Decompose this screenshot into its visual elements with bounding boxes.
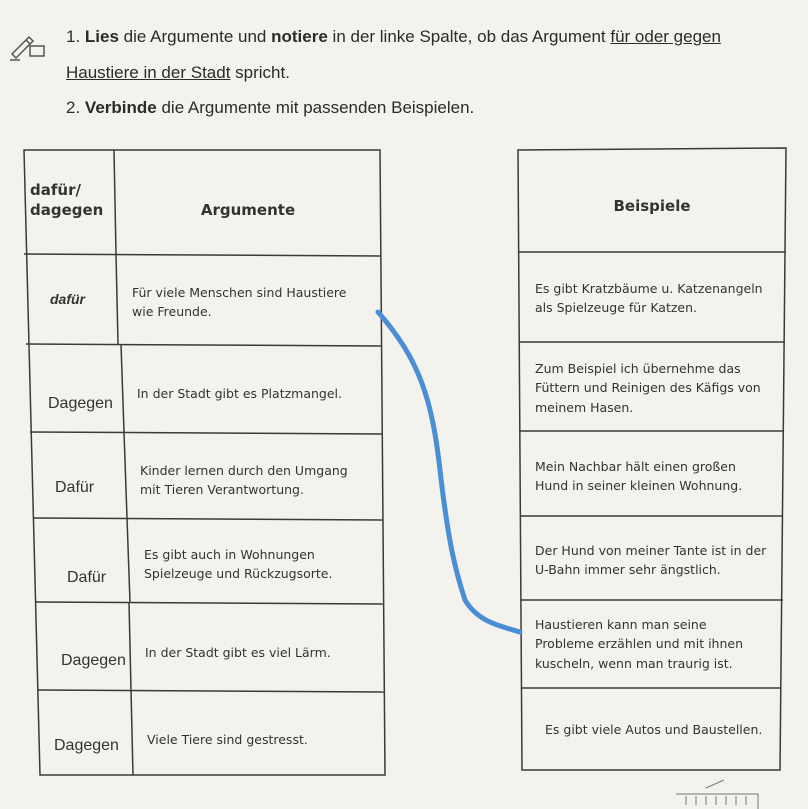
task-1-line-2-underlined: Haustiere in der Stadt (66, 63, 231, 82)
task-2-text: die Argumente mit passenden Beispielen. (156, 98, 475, 117)
task-1-number: 1. (66, 27, 81, 46)
row-4-argument: Es gibt auch in Wohnungen Spielzeuge und Rückzugsorte. (144, 547, 333, 582)
row-1-argument: Für viele Menschen sind Haustiere wie Freunde. (132, 285, 347, 320)
row-2-argument: In der Stadt gibt es Platzmangel. (137, 386, 342, 401)
task-1-line-2-end: spricht. (230, 63, 290, 82)
row-3-argument: Kinder lernen durch den Umgang mit Tieren Verantwortung. (140, 463, 348, 498)
task-2-instruction (66, 97, 474, 119)
row-5-side: Dagegen (61, 652, 126, 669)
task-2-number: 2. (66, 98, 81, 117)
row-2-side: Dagegen (48, 395, 113, 412)
task-1-line-2 (66, 62, 290, 84)
task-1-verb-2: notiere (271, 27, 328, 46)
connector-line (378, 312, 520, 632)
row-3-side: Dafür (55, 479, 95, 496)
task-1-instruction (66, 26, 796, 48)
example-3: Mein Nachbar hält einen großen Hund in seiner kleinen Wohnung. (535, 459, 743, 494)
task-1-underlined: für oder gegen (610, 27, 721, 46)
pencil-write-icon (8, 32, 48, 62)
row-4-side: Dafür (67, 569, 107, 586)
example-2: Zum Beispiel ich übernehme das Füttern und Reinigen des Käfigs von meinem Hasen. (535, 361, 761, 415)
task-1-verb: Lies (84, 27, 119, 46)
example-5: Haustieren kann man seine Probleme erzählen und mit ihnen kuscheln, wenn man traurig ist. (535, 617, 744, 671)
example-6: Es gibt viele Autos und Baustellen. (545, 722, 763, 737)
row-1-side: dafür (50, 291, 85, 307)
task-2-verb: Verbinde (84, 98, 157, 117)
example-4: Der Hund von meiner Tante ist in der U-Bahn immer sehr ängstlich. (535, 543, 767, 578)
task-1-text-b: in der linke Spalte, ob das Argument (327, 27, 611, 46)
row-5-argument: In der Stadt gibt es viel Lärm. (145, 645, 331, 660)
header-arguments: Argumente (200, 201, 296, 219)
example-1: Es gibt Kratzbäume u. Katzenangeln als Spielzeuge für Katzen. (535, 281, 763, 316)
row-6-argument: Viele Tiere sind gestresst. (147, 732, 308, 747)
header-side: dafür/ dagegen (30, 181, 104, 220)
task-1-text-a: die Argumente und (118, 27, 272, 46)
header-examples: Beispiele (613, 197, 691, 215)
row-6-side: Dagegen (54, 737, 119, 754)
